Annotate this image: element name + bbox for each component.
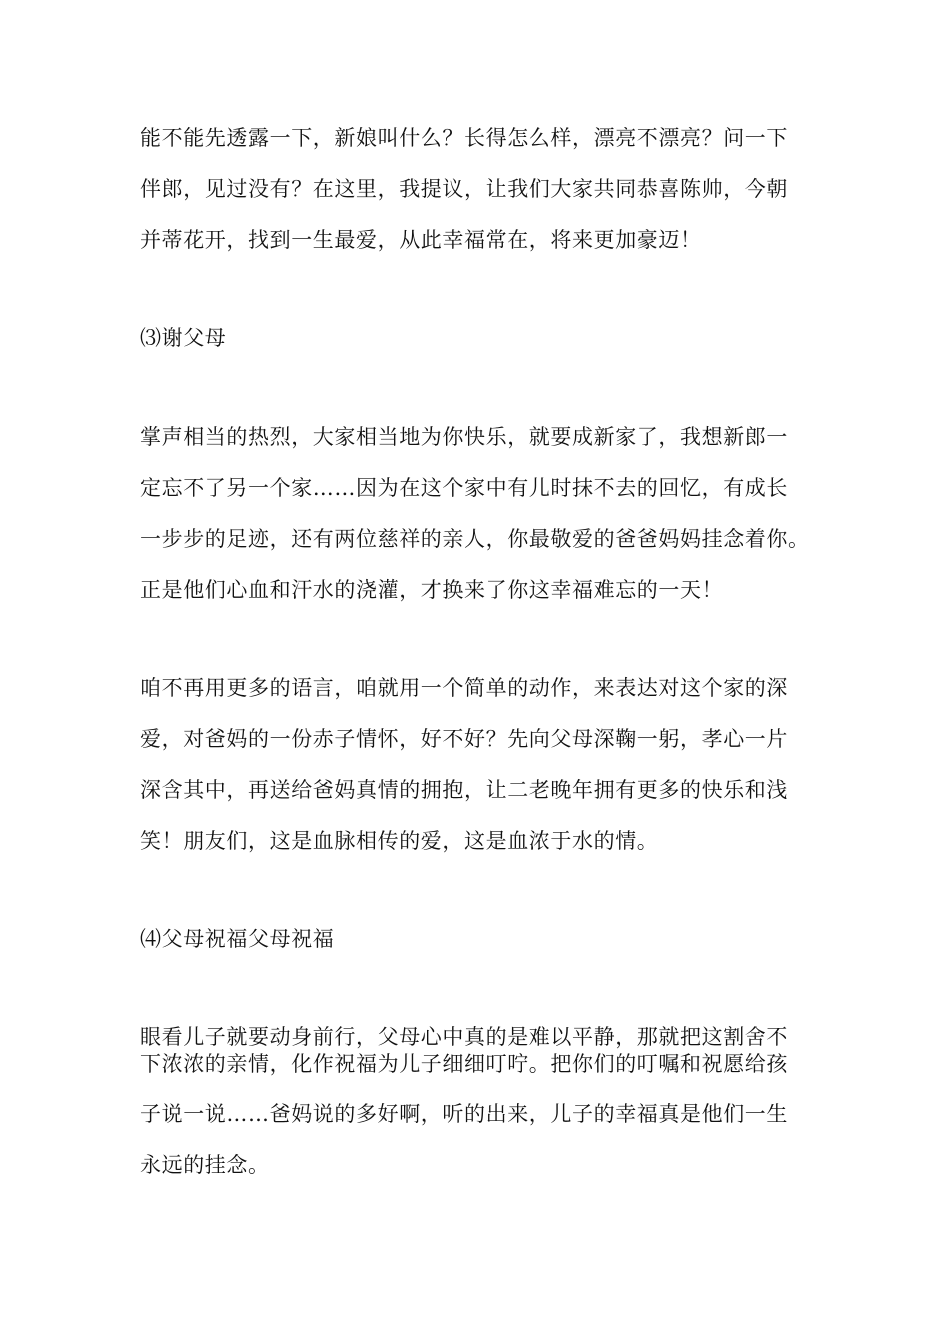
section-heading-parents-blessing: ⑷父母祝福父母祝福 <box>140 927 335 951</box>
section-heading-thank-parents: ⑶谢父母 <box>140 326 227 350</box>
paragraph-thank-parents-1-line-4: 正是他们心血和汗水的浇灌，才换来了你这幸福难忘的一天！ <box>140 578 724 602</box>
paragraph-thank-parents-2-line-1: 咱不再用更多的语言，咱就用一个简单的动作，来表达对这个家的深 <box>140 676 788 700</box>
paragraph-thank-parents-2-line-4: 笑！朋友们，这是血脉相传的爱，这是血浓于水的情。 <box>140 829 659 853</box>
paragraph-thank-parents-2-line-3: 深含其中，再送给爸妈真情的拥抱，让二老晚年拥有更多的快乐和浅 <box>140 778 788 802</box>
paragraph-thank-parents-2-line-2: 爱，对爸妈的一份赤子情怀，好不好？先向父母深鞠一躬，孝心一片 <box>140 727 788 751</box>
paragraph-parents-blessing-line-1: 眼看儿子就要动身前行，父母心中真的是难以平静，那就把这割舍不 <box>140 1025 788 1049</box>
paragraph-thank-parents-1-line-1: 掌声相当的热烈，大家相当地为你快乐，就要成新家了，我想新郎一 <box>140 425 788 449</box>
paragraph-parents-blessing-line-2: 下浓浓的亲情，化作祝福为儿子细细叮咛。把你们的叮嘱和祝愿给孩 <box>140 1052 788 1076</box>
paragraph-intro-line-2: 伴郎，见过没有？在这里，我提议，让我们大家共同恭喜陈帅，今朝 <box>140 177 788 201</box>
paragraph-parents-blessing-line-4: 永远的挂念。 <box>140 1153 270 1177</box>
paragraph-intro-line-1: 能不能先透露一下，新娘叫什么？长得怎么样，漂亮不漂亮？问一下 <box>140 126 788 150</box>
paragraph-thank-parents-1-line-2: 定忘不了另一个家……因为在这个家中有儿时抹不去的回忆，有成长 <box>140 476 788 500</box>
paragraph-intro-line-3: 并蒂花开，找到一生最爱，从此幸福常在，将来更加豪迈！ <box>140 228 702 252</box>
paragraph-parents-blessing-line-3: 子说一说……爸妈说的多好啊，听的出来，儿子的幸福真是他们一生 <box>140 1102 788 1126</box>
paragraph-thank-parents-1-line-3: 一步步的足迹，还有两位慈祥的亲人，你最敬爱的爸爸妈妈挂念着你。 <box>140 527 810 551</box>
